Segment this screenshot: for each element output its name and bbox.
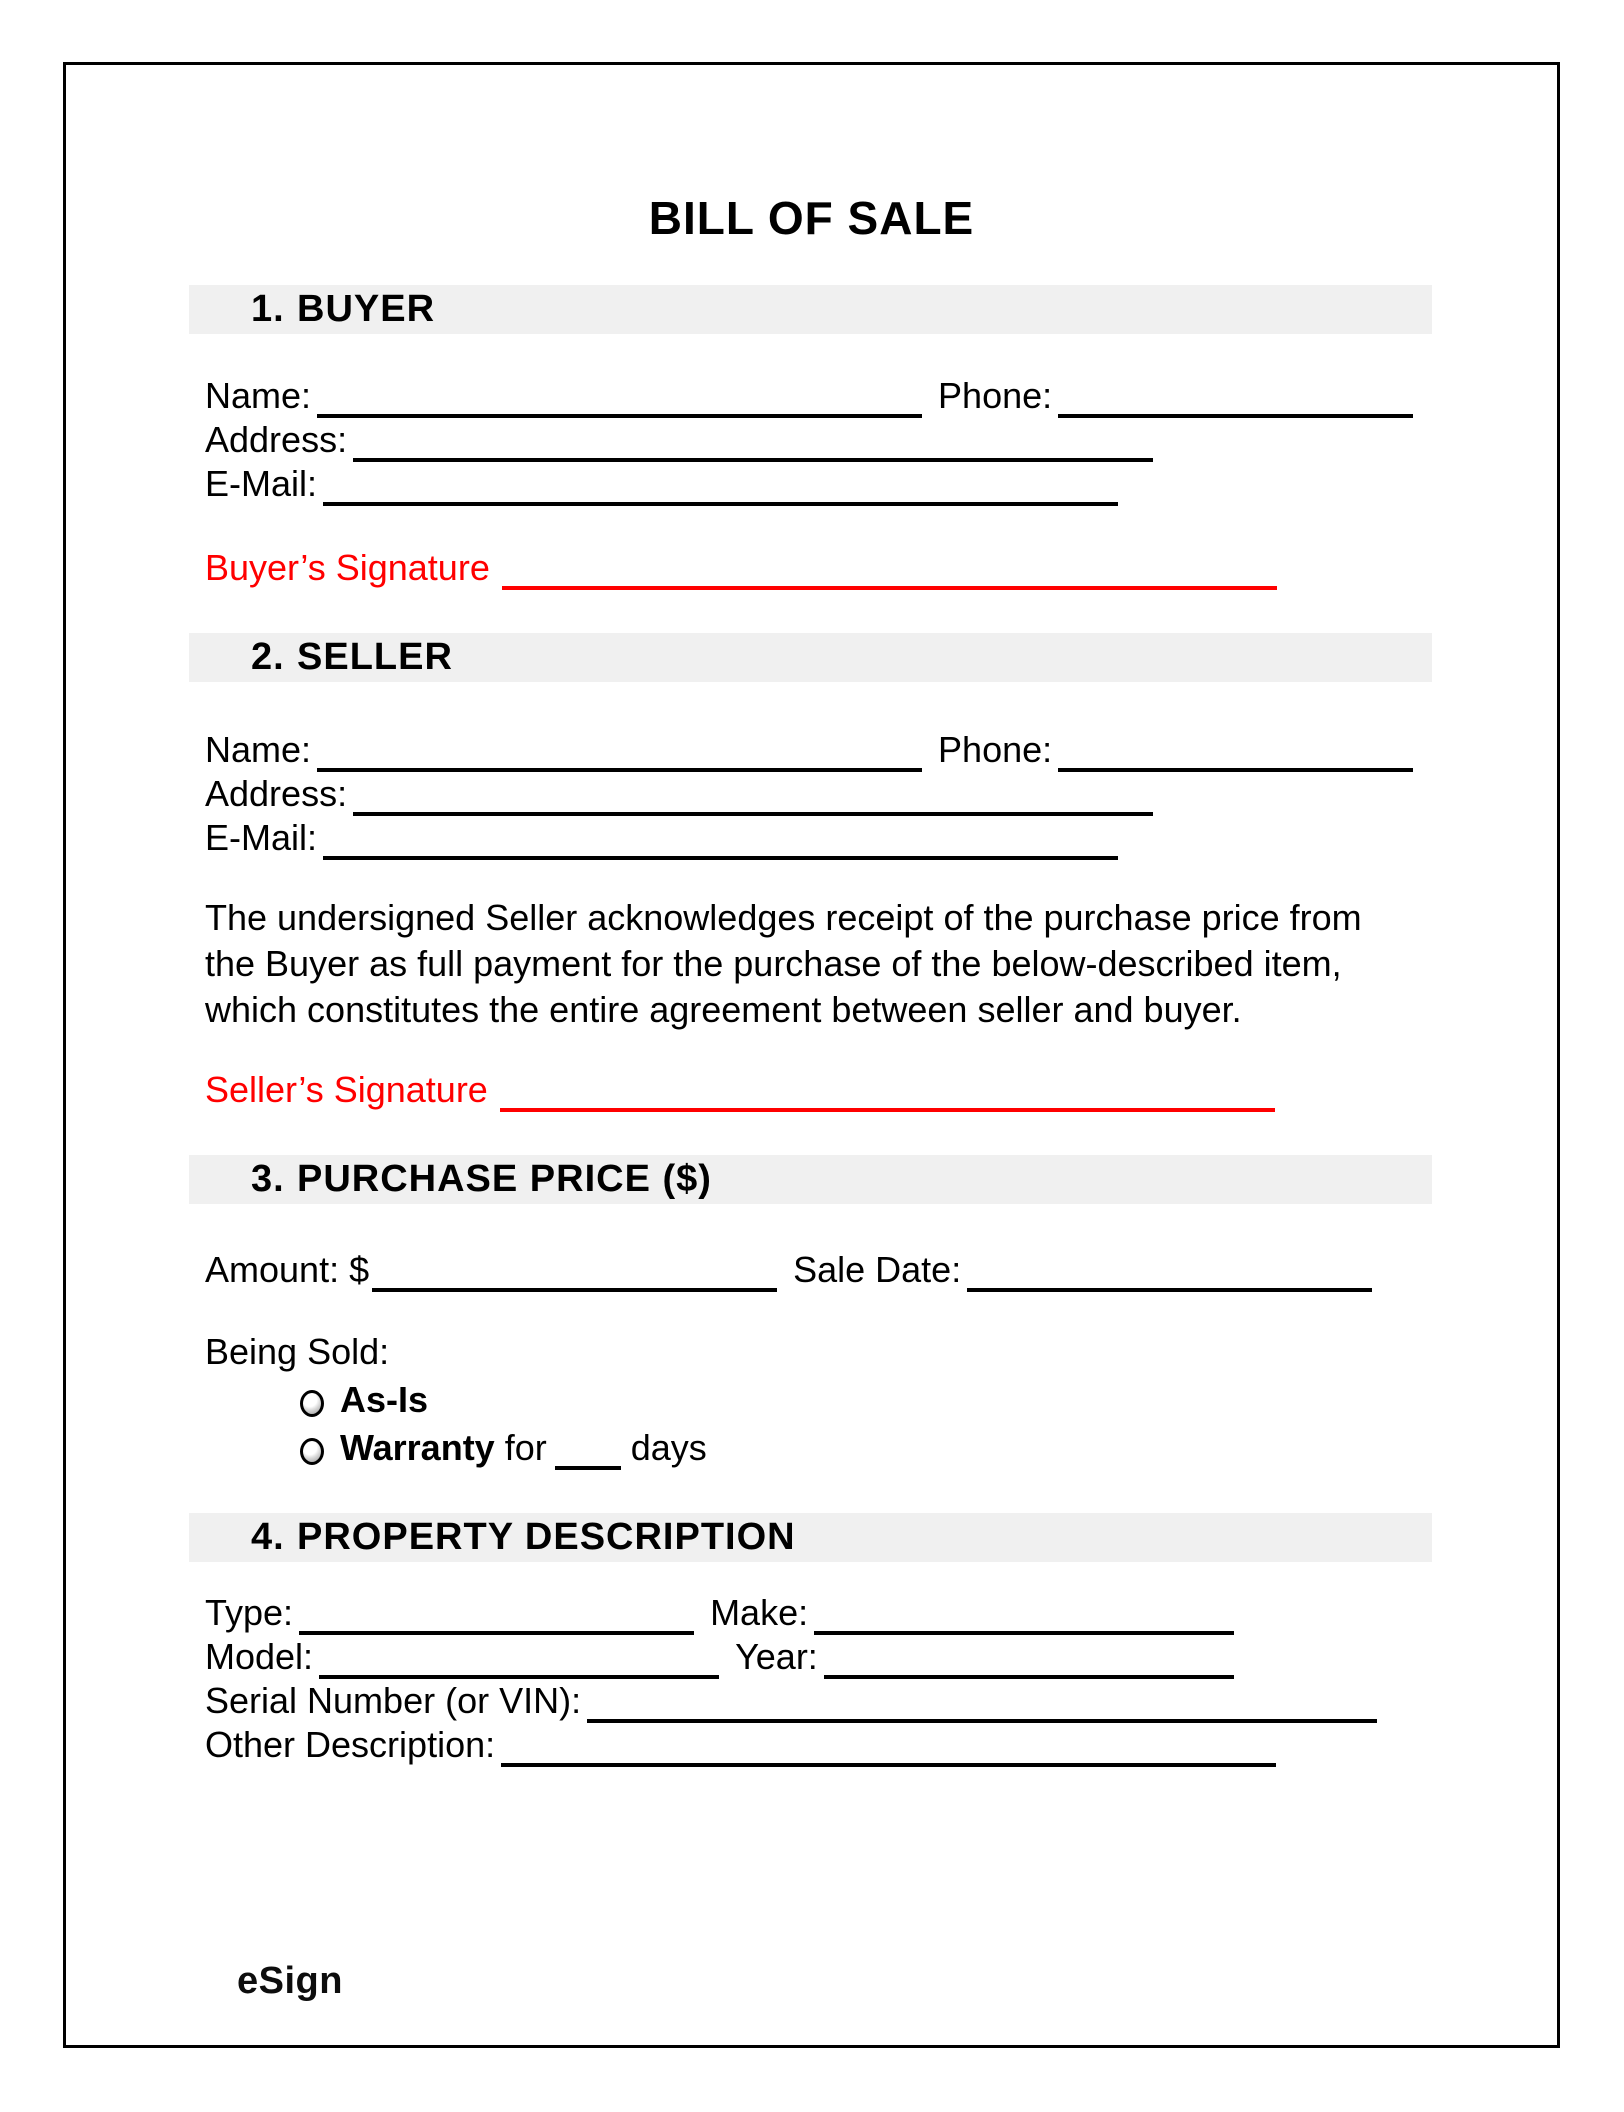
section-property-description-header: [189, 1513, 1432, 1562]
section-number: 3.: [251, 1158, 285, 1200]
buyer-phone-field[interactable]: [1058, 402, 1413, 418]
other-description-label: Other Description:: [205, 1724, 496, 1765]
buyer-signature-row: [205, 546, 1277, 590]
type-field[interactable]: [299, 1619, 694, 1635]
seller-name-row: [205, 728, 1413, 772]
serial-row: [205, 1679, 1377, 1723]
make-field[interactable]: [814, 1619, 1234, 1635]
address-label: Address:: [205, 773, 348, 814]
seller-signature-row: [205, 1068, 1275, 1112]
seller-email-field[interactable]: [323, 844, 1118, 860]
buyer-name-row: [205, 374, 1413, 418]
buyer-email-field[interactable]: [323, 490, 1118, 506]
seller-acknowledgment-text: The undersigned Seller acknowledges receipt of the purchase price from the Buyer as full payment for the purchase of the below-described item, which constitutes the entire agreement between seller and buyer.: [205, 897, 1362, 1030]
buyer-address-row: [205, 418, 1153, 462]
buyer-name-field[interactable]: [317, 402, 922, 418]
section-heading: PURCHASE PRICE ($): [297, 1158, 712, 1200]
name-label: Name:: [205, 729, 312, 770]
warranty-days-label: days: [630, 1427, 707, 1468]
seller-address-row: [205, 772, 1153, 816]
section-purchase-price-header: [189, 1155, 1432, 1204]
model-year-row: [205, 1635, 1234, 1679]
amount-field[interactable]: [372, 1276, 777, 1292]
section-number: 2.: [251, 636, 285, 678]
make-label: Make:: [710, 1592, 809, 1633]
phone-label: Phone:: [938, 375, 1053, 416]
page-title: BILL OF SALE: [648, 192, 975, 244]
warranty-label: Warranty: [340, 1427, 495, 1468]
model-label: Model:: [205, 1636, 314, 1677]
amount-row: [205, 1248, 1372, 1292]
buyer-address-field[interactable]: [353, 446, 1153, 462]
model-field[interactable]: [319, 1663, 719, 1679]
being-sold-label: Being Sold:: [205, 1331, 390, 1372]
being-sold-row: [205, 1330, 389, 1374]
amount-label: Amount: $: [205, 1249, 370, 1290]
buyer-email-row: [205, 462, 1118, 506]
section-number: 4.: [251, 1516, 285, 1558]
seller-signature-label: Seller’s Signature: [205, 1069, 488, 1110]
seller-phone-field[interactable]: [1058, 756, 1413, 772]
address-label: Address:: [205, 419, 348, 460]
year-field[interactable]: [824, 1663, 1234, 1679]
as-is-label: As-Is: [340, 1379, 429, 1420]
seller-email-row: [205, 816, 1118, 860]
section-heading: SELLER: [297, 636, 453, 678]
sale-date-field[interactable]: [967, 1276, 1372, 1292]
buyer-signature-field[interactable]: [502, 574, 1277, 590]
type-make-row: [205, 1591, 1234, 1635]
warranty-days-field[interactable]: [555, 1454, 621, 1470]
warranty-for-label: for: [504, 1427, 547, 1468]
warranty-option-row: [300, 1426, 707, 1470]
name-label: Name:: [205, 375, 312, 416]
seller-name-field[interactable]: [317, 756, 922, 772]
as-is-option-row: [300, 1378, 428, 1422]
section-heading: BUYER: [297, 288, 436, 330]
phone-label: Phone:: [938, 729, 1053, 770]
esign-logo: eSign: [237, 1960, 343, 2002]
as-is-radio[interactable]: [300, 1390, 324, 1417]
year-label: Year:: [735, 1636, 818, 1677]
document-page: [63, 62, 1560, 2048]
section-seller-header: [189, 633, 1432, 682]
email-label: E-Mail:: [205, 817, 318, 858]
section-buyer-header: [189, 285, 1432, 334]
serial-label: Serial Number (or VIN):: [205, 1680, 582, 1721]
sale-date-label: Sale Date:: [793, 1249, 962, 1290]
seller-address-field[interactable]: [353, 800, 1153, 816]
serial-field[interactable]: [587, 1707, 1377, 1723]
warranty-radio[interactable]: [300, 1438, 324, 1465]
section-heading: PROPERTY DESCRIPTION: [297, 1516, 796, 1558]
section-number: 1.: [251, 288, 285, 330]
buyer-signature-label: Buyer’s Signature: [205, 547, 490, 588]
type-label: Type:: [205, 1592, 294, 1633]
other-description-row: [205, 1723, 1276, 1767]
seller-signature-field[interactable]: [500, 1096, 1275, 1112]
other-description-field[interactable]: [501, 1751, 1276, 1767]
email-label: E-Mail:: [205, 463, 318, 504]
